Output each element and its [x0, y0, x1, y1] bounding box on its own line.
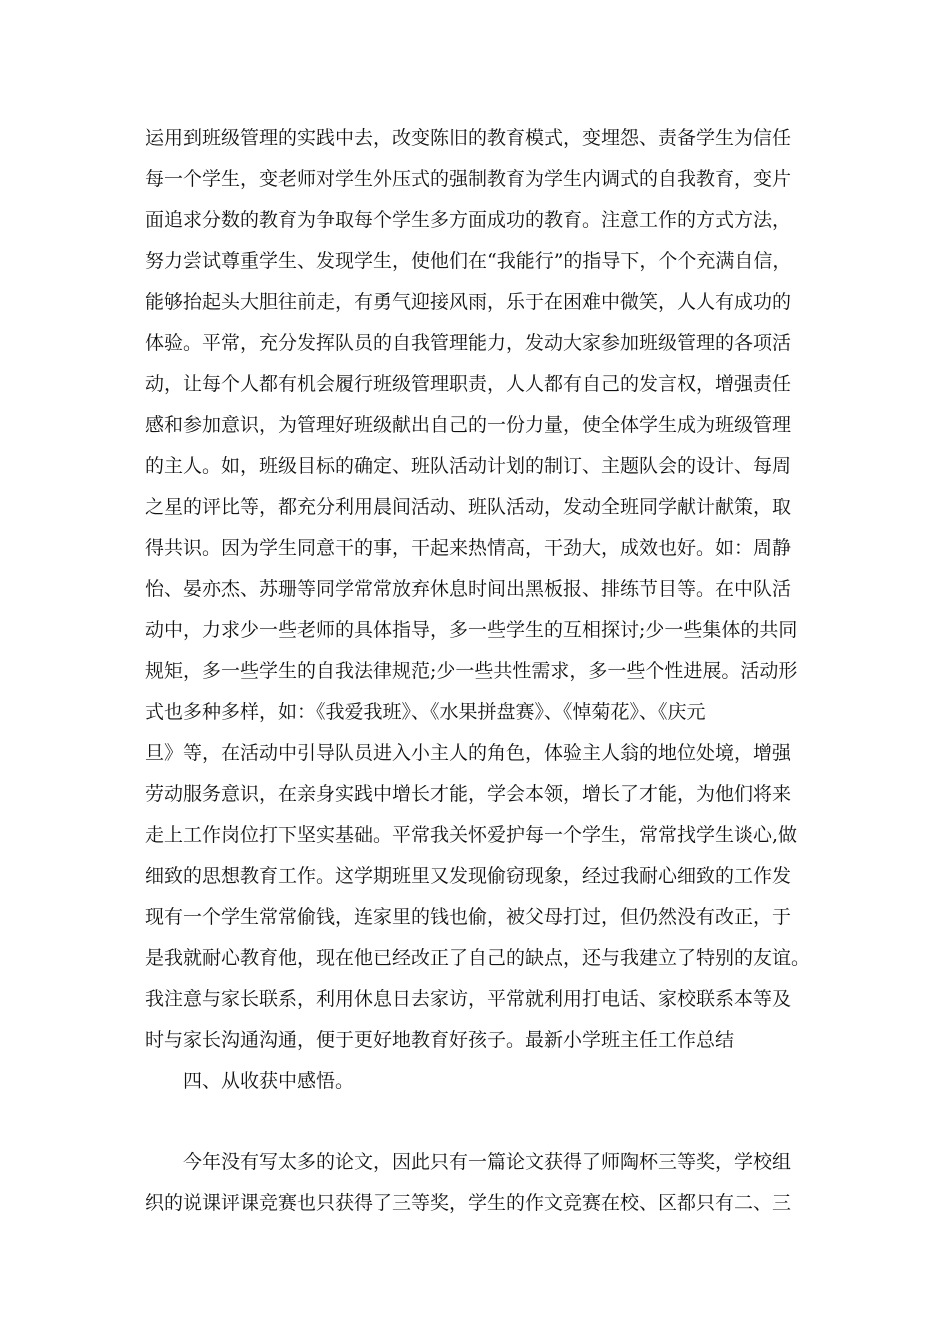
text-line: 现有一个学生常常偷钱，连家里的钱也偷，被父母打过，但仍然没有改正，于: [145, 906, 792, 928]
text-line: 的主人。如，班级目标的确定、班队活动计划的制订、主题队会的设计、每周: [145, 455, 792, 477]
text-line: 努力尝试尊重学生、发现学生，使他们在“我能行”的指导下，个个充满自信，: [145, 250, 792, 272]
text-line: 怡、晏亦杰、苏珊等同学常常放弃休息时间出黑板报、排练节目等。在中队活: [145, 578, 792, 600]
text-line: 今年没有写太多的论文，因此只有一篇论文获得了师陶杯三等奖，学校组: [183, 1151, 792, 1173]
paragraph-class-management: [145, 118, 835, 1061]
section-heading: 四、从收获中感悟。: [183, 1070, 355, 1092]
text-line: 能够抬起头大胆往前走，有勇气迎接风雨，乐于在困难中微笑，人人有成功的: [145, 291, 792, 313]
text-line: 规矩，多一些学生的自我法律规范;少一些共性需求，多一些个性进展。活动形: [145, 660, 798, 682]
text-line: 织的说课评课竞赛也只获得了三等奖，学生的作文竞赛在校、区都只有二、三: [145, 1192, 792, 1214]
paragraph-achievements: [145, 1142, 835, 1224]
text-line: 得共识。因为学生同意干的事，干起来热情高，干劲大，成效也好。如：周静: [145, 537, 792, 559]
text-line: 动，让每个人都有机会履行班级管理职责，人人都有自己的发言权，增强责任: [145, 373, 792, 395]
text-line: 走上工作岗位打下坚实基础。平常我关怀爱护每一个学生，常常找学生谈心,做: [145, 824, 798, 846]
text-line: 运用到班级管理的实践中去，改变陈旧的教育模式，变埋怨、责备学生为信任: [145, 127, 792, 149]
text-line: 动中，力求少一些老师的具体指导，多一些学生的互相探讨;少一些集体的共同: [145, 619, 798, 641]
text-line: 式也多种多样，如：《我爱我班》、《水果拼盘赛》、《悼菊花》、《庆元: [145, 701, 706, 723]
text-line: 旦》等，在活动中引导队员进入小主人的角色，体验主人翁的地位处境，增强: [145, 742, 792, 764]
text-line: 感和参加意识，为管理好班级献出自己的一份力量，使全体学生成为班级管理: [145, 414, 792, 436]
text-line: 我注意与家长联系，利用休息日去家访，平常就利用打电话、家校联系本等及: [145, 988, 792, 1010]
text-line: 是我就耐心教育他，现在他已经改正了自己的缺点，还与我建立了特别的友谊。: [145, 947, 811, 969]
text-line: 劳动服务意识，在亲身实践中增长才能，学会本领，增长了才能，为他们将来: [145, 783, 792, 805]
text-line: 面追求分数的教育为争取每个学生多方面成功的教育。注意工作的方式方法，: [145, 209, 792, 231]
text-line: 体验。平常，充分发挥队员的自我管理能力，发动大家参加班级管理的各项活: [145, 332, 792, 354]
document-body: [145, 118, 835, 1224]
text-line: 细致的思想教育工作。这学期班里又发现偷窃现象，经过我耐心细致的工作发: [145, 865, 792, 887]
paragraph-spacer: [145, 1102, 835, 1142]
text-line: 之星的评比等，都充分利用晨间活动、班队活动，发动全班同学献计献策，取: [145, 496, 792, 518]
text-line: 时与家长沟通沟通，便于更好地教育好孩子。最新小学班主任工作总结: [145, 1029, 735, 1051]
text-line: 每一个学生，变老师对学生外压式的强制教育为学生内调式的自我教育，变片: [145, 168, 792, 190]
